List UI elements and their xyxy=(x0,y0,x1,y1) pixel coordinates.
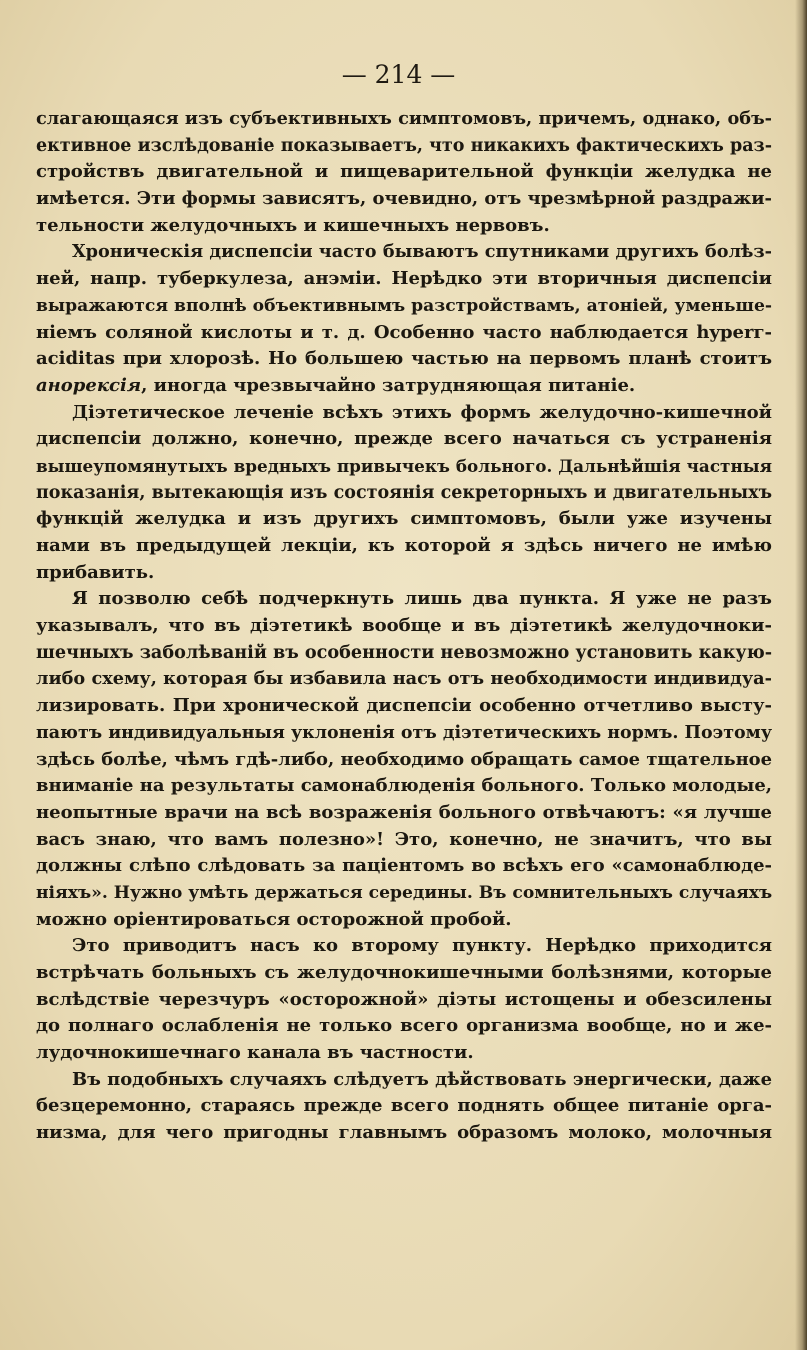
page-text xyxy=(36,106,772,1147)
text-line: встрѣчать больныхъ съ желудочнокишечными болѣзнями, которые xyxy=(36,962,772,983)
text-line: тельности желудочныхъ и кишечныхъ нервовъ. xyxy=(36,214,550,236)
text-line xyxy=(36,373,772,400)
text-line: нами въ предыдущей лекціи, къ которой я здѣсь ничего не имѣю xyxy=(36,535,772,556)
text-line: показанія, вытекающія изъ состоянія секреторныхъ и двигательныхъ xyxy=(36,482,772,503)
text-line: либо схему, которая бы избавила насъ отъ необходимости индивидуа- xyxy=(36,668,772,690)
text-line: ніяхъ». Нужно умѣть держаться середины. Въ сомнительныхъ случаяхъ xyxy=(36,882,773,903)
text-line: безцеремонно, стараясь прежде всего поднять общее питаніе орга- xyxy=(36,1095,772,1117)
text-line: лизировать. При хронической диспепсіи особенно отчетливо высту- xyxy=(36,695,772,717)
text-line: стройствъ двигательной и пищеварительной функціи желудка не xyxy=(36,161,772,183)
line-text: , иногда чрезвычайно затрудняющая питаніе. xyxy=(141,374,636,396)
text-line: вышеупомянутыхъ вредныхъ привычекъ больного. Дальнѣйшія частныя xyxy=(36,455,772,476)
text-line: васъ знаю, что вамъ полезно»! Это, конечно, не значитъ, что вы xyxy=(36,828,772,850)
text-line: неопытные врачи на всѣ возраженія больного отвѣчаютъ: «я лучше xyxy=(36,801,772,823)
text-line: указывалъ, что въ діэтетикѣ вообще и въ діэтетикѣ желудочноки- xyxy=(36,615,772,637)
text-line: Діэтетическое леченіе всѣхъ этихъ формъ желудочно-кишечной xyxy=(72,401,772,423)
text-line: слагающаяся изъ субъективныхъ симптомовъ, причемъ, однако, объ- xyxy=(36,108,772,129)
text-line: ективное изслѣдованіе показываетъ, что никакихъ фактическихъ раз- xyxy=(36,135,772,156)
text-line: здѣсь болѣе, чѣмъ гдѣ-либо, необходимо обращать самое тщательное xyxy=(36,748,772,770)
text-line: функцій желудка и изъ другихъ симптомовъ, были уже изучены xyxy=(36,508,772,530)
text-line: лудочнокишечнаго канала въ частности. xyxy=(36,1042,474,1064)
page-number: — 214 — xyxy=(341,60,456,89)
text-line: диспепсіи должно, конечно, прежде всего начаться съ устраненія xyxy=(36,428,772,450)
text-line: должны слѣпо слѣдовать за паціентомъ во всѣхъ его «самонаблюде- xyxy=(36,855,772,877)
text-line: имѣется. Эти формы зависятъ, очевидно, отъ чрезмѣрной раздражи- xyxy=(36,188,772,210)
text-line: ней, напр. туберкулеза, анэміи. Нерѣдко эти вторичныя диспепсіи xyxy=(36,268,772,290)
text-line: Это приводитъ насъ ко второму пункту. Нерѣдко приходится xyxy=(72,935,772,957)
text-line: Въ подобныхъ случаяхъ слѣдуетъ дѣйствовать энергически, даже xyxy=(72,1068,772,1090)
text-line: прибавить. xyxy=(36,561,155,583)
text-line: до полнаго ослабленія не только всего организма вообще, но и же- xyxy=(36,1015,772,1037)
italic-term: анорексія xyxy=(36,374,142,396)
text-line: вниманіе на результаты самонаблюденія больного. Только молодые, xyxy=(36,775,772,797)
text-line: шечныхъ заболѣваній въ особенности невозможно установить какую- xyxy=(36,641,773,663)
page-edge-shadow xyxy=(795,0,807,1350)
text-line: можно оріентироваться осторожной пробой. xyxy=(36,908,512,930)
text-line: паютъ индивидуальныя уклоненія отъ діэтетическихъ нормъ. Поэтому xyxy=(36,722,772,743)
text-line: ніемъ соляной кислоты и т. д. Особенно часто наблюдается hyperг- xyxy=(36,321,772,343)
text-line: Я позволю себѣ подчеркнуть лишь два пункта. Я уже не разъ xyxy=(72,588,772,610)
text-line: выражаются вполнѣ объективнымъ разстройствамъ, атоніей, уменьше- xyxy=(36,295,772,316)
text-line: Хроническія диспепсіи часто бываютъ спутниками другихъ болѣз- xyxy=(72,241,772,263)
text-line: низма, для чего пригодны главнымъ образомъ молоко, молочныя xyxy=(36,1122,772,1144)
text-line: aciditas при хлорозѣ. Но большею частью на первомъ планѣ стоитъ xyxy=(36,348,772,370)
text-line: вслѣдствіе черезчуръ «осторожной» діэты истощены и обезсилены xyxy=(36,988,772,1010)
